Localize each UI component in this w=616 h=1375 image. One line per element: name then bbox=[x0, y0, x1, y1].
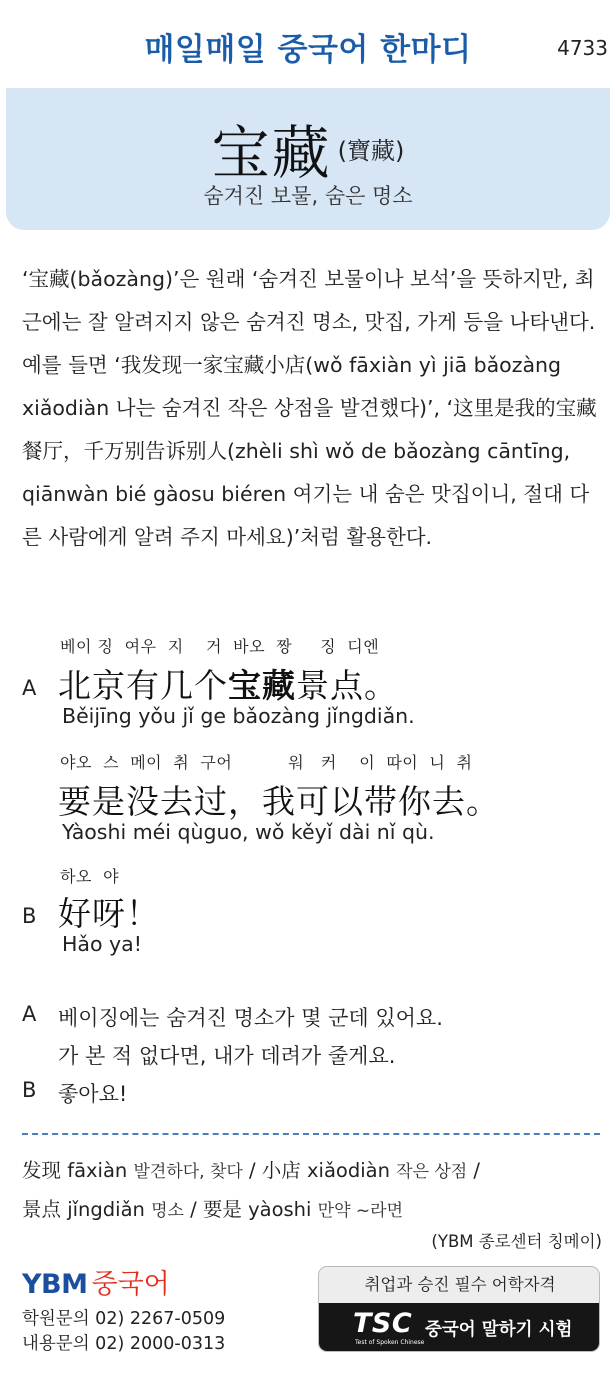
chinese-sentence: 要是没去过，我可以带你去。 bbox=[58, 782, 500, 821]
chinese-keyword: 宝藏 bbox=[228, 666, 296, 705]
translation-row bbox=[0, 1040, 616, 1080]
headword: 宝藏 bbox=[211, 119, 332, 187]
vocab-line-2 bbox=[22, 1191, 607, 1230]
speaker-label: B bbox=[22, 1078, 37, 1102]
korean-reading: 야오 스 메이 취 구어 워 커 이 따이 니 취 bbox=[60, 753, 473, 772]
vocab-line-1 bbox=[22, 1152, 607, 1191]
headword-traditional: (寶藏) bbox=[337, 136, 405, 165]
contact-academy: 학원문의 02) 2267-0509 bbox=[22, 1309, 226, 1329]
translation-text: 좋아요! bbox=[58, 1082, 128, 1106]
chinese-part: 北京有几个 bbox=[58, 666, 228, 705]
dashed-divider bbox=[22, 1133, 600, 1135]
tsc-logo: TSC bbox=[353, 1308, 413, 1339]
vocab-separator: / bbox=[467, 1159, 481, 1182]
explanation-text: ‘宝藏(bǎozàng)’은 원래 ‘숨겨진 보물이나 보석’을 뜻하지만, 최근에는 잘 알려지지 않은 숨겨진 명소, 맛집, 가게 등을 나타낸다. 예를 들면 ‘我发现一家宝藏小店(wǒ fāxiàn yì jiā bǎozàng xiǎodiàn 나는 숨겨진 작은 상점을 발견했다)’, ‘这里是我的宝藏餐厅，千万别告诉别人(zhèli shì wǒ de bǎozàng cāntīng, qiānwàn bié gàosu biéren 여기는 내 숨은 맛집이니, 절대 다른 사람에게 알려 주지 마세요)’처럼 활용한다. bbox=[22, 267, 597, 549]
chinese-part: 景点。 bbox=[296, 666, 398, 705]
translation-text: 베이징에는 숨겨진 명소가 몇 군데 있어요. bbox=[58, 1006, 443, 1030]
pinyin: Hǎo ya! bbox=[62, 932, 142, 956]
speaker-label: A bbox=[22, 676, 37, 700]
brand-chinese: 중국어 bbox=[91, 1269, 170, 1300]
vocabulary bbox=[22, 1152, 607, 1230]
tsc-ad[interactable] bbox=[318, 1266, 600, 1352]
speaker-label: B bbox=[22, 904, 37, 928]
chinese-sentence: 好呀！ bbox=[58, 894, 160, 933]
vocab-gloss: 명소 bbox=[151, 1201, 184, 1221]
translation-row bbox=[0, 1078, 616, 1118]
ad-banner bbox=[319, 1303, 600, 1352]
vocab-gloss: 만약 ~라면 bbox=[317, 1201, 404, 1221]
korean-reading: 베이 징 여우 지 거 바오 짱 징 디엔 bbox=[60, 637, 380, 656]
translation-row bbox=[0, 1002, 616, 1042]
author-credit: (YBM 종로센터 칭메이) bbox=[431, 1232, 602, 1251]
ad-test-name: 중국어 말하기 시험 bbox=[425, 1320, 573, 1340]
pinyin: Běijīng yǒu jǐ ge bǎozàng jǐngdiǎn. bbox=[62, 704, 415, 728]
explanation bbox=[22, 258, 600, 559]
korean-reading: 하오 야 bbox=[60, 867, 120, 886]
chinese-sentence bbox=[58, 660, 398, 707]
series-title: 매일매일 중국어 한마디 bbox=[144, 32, 472, 68]
vocab-gloss: 발견하다, 찾다 bbox=[133, 1162, 243, 1182]
vocab-gloss: 작은 상점 bbox=[396, 1162, 468, 1182]
vocab-term: 要是 yàoshi bbox=[202, 1198, 312, 1221]
contact-content: 내용문의 02) 2000-0313 bbox=[22, 1334, 226, 1354]
footer-brand bbox=[22, 1262, 302, 1357]
brand-ybm: YBM bbox=[22, 1269, 88, 1300]
headword-box bbox=[6, 88, 610, 230]
speaker-label: A bbox=[22, 1002, 37, 1026]
brand-logo bbox=[22, 1262, 302, 1301]
headword-meaning: 숨겨진 보물, 숨은 명소 bbox=[203, 184, 413, 208]
header bbox=[0, 0, 616, 88]
vocab-term: 景点 jǐngdiǎn bbox=[22, 1198, 145, 1221]
vocab-term: 发现 fāxiàn bbox=[22, 1159, 128, 1182]
pinyin: Yàoshi méi qùguo, wǒ kěyǐ dài nǐ qù. bbox=[62, 820, 435, 844]
vocab-separator: / bbox=[242, 1159, 262, 1182]
translation-text: 가 본 적 없다면, 내가 데려가 줄게요. bbox=[58, 1044, 396, 1068]
issue-number: 4733 bbox=[557, 36, 608, 60]
vocab-separator: / bbox=[183, 1198, 203, 1221]
ad-tagline: 취업과 승진 필수 어학자격 bbox=[364, 1275, 556, 1294]
tsc-logo-subtitle: Test of Spoken Chinese bbox=[355, 1339, 425, 1346]
headword-row bbox=[6, 106, 610, 190]
vocab-term: 小店 xiǎodiàn bbox=[261, 1159, 390, 1182]
